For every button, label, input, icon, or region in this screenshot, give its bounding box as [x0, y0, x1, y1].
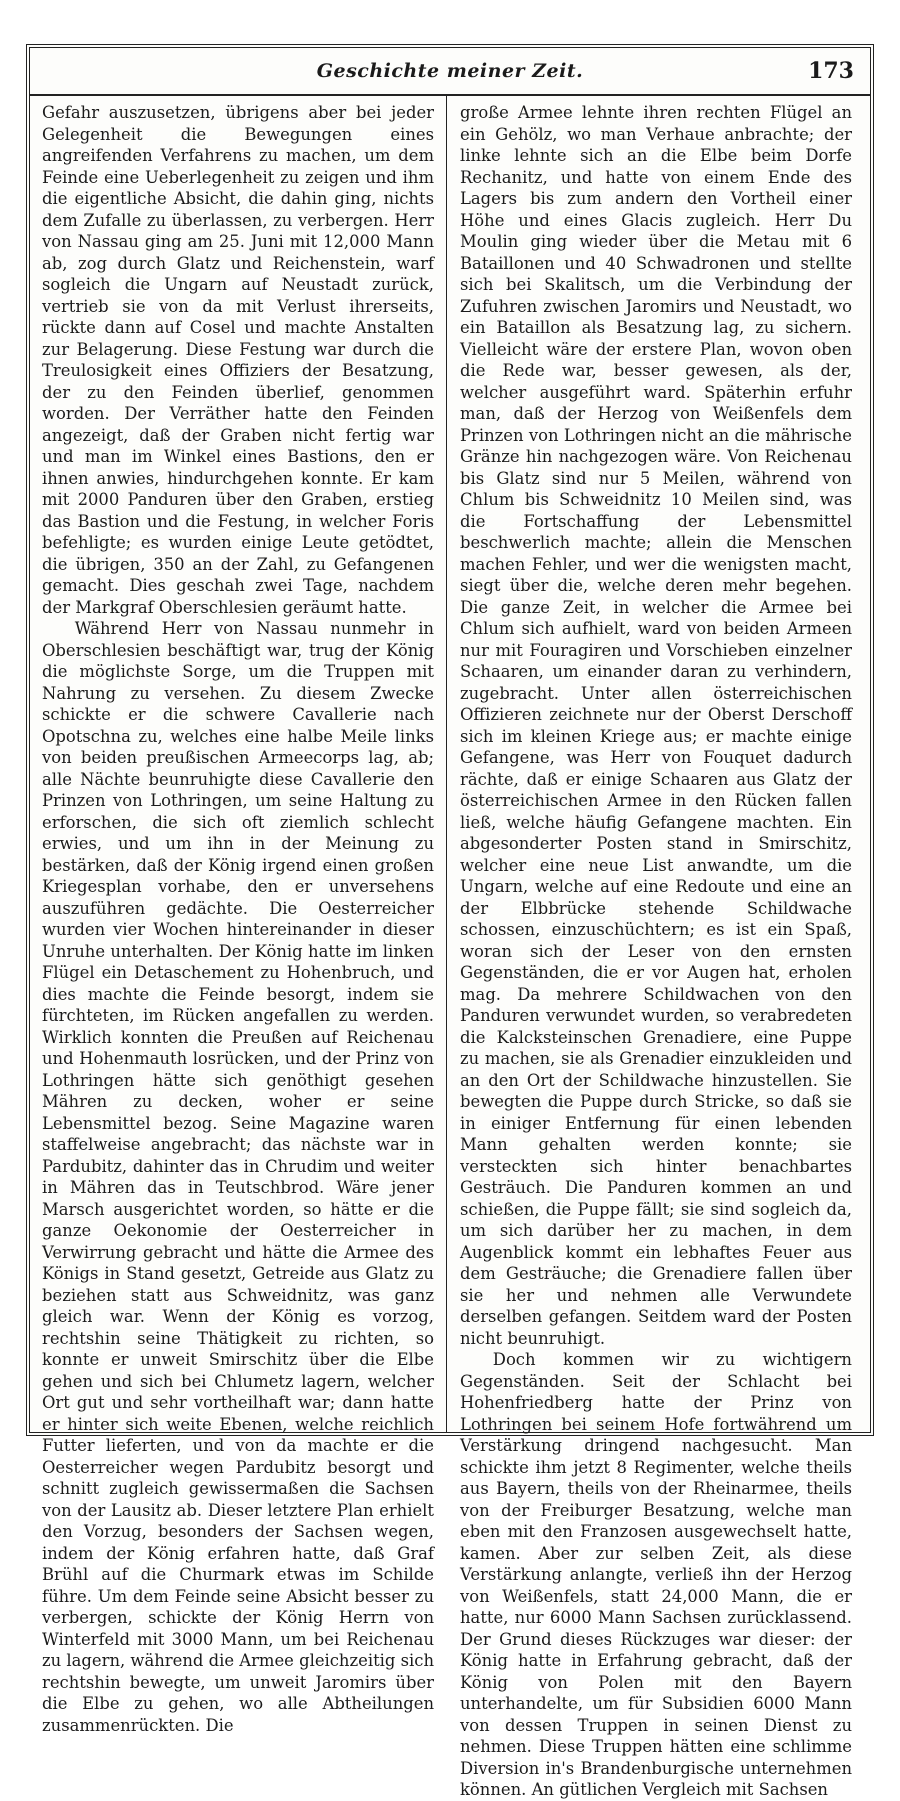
column-divider [446, 96, 447, 1432]
left-column [42, 102, 434, 1735]
paragraph: große Armee lehnte ihren rechten Flügel an ein Gehölz, wo man Verhaue anbrachte; der linke lehnte sich an die Elbe beim Dorfe Rechanitz, und hatte von einem Ende des Lagers bis zum andern den Vortheil einer Höhe und eines Glacis zugleich. Herr Du Moulin ging wieder über die Metau mit 6 Bataillonen und 40 Schwadronen und stellte sich bei Skalitsch, um die Verbindung der Zufuhren zwischen Jaromirs und Neustadt, wo ein Bataillon als Besatzung lag, zu sichern. Vielleicht wäre der erstere Plan, wovon oben die Rede war, besser gewesen, als der, welcher ausgeführt ward. Späterhin erfuhr man, daß der Herzog von Weißenfels dem Prinzen von Lothringen nicht an die mährische Gränze hin nachgezogen wäre. Von Reichenau bis Glatz sind nur 5 Meilen, während von Chlum bis Schweidnitz 10 Meilen sind, was die Fortschaffung der Lebensmittel beschwerlich machte; allein die Menschen machen Fehler, und wer die wenigsten macht, siegt über die, welche deren mehr begehen. Die ganze Zeit, in welcher die Armee bei Chlum sich aufhielt, ward von beiden Armeen nur mit Fouragiren und Vorschieben einzelner Schaaren, um einander daran zu verhindern, zugebracht. Unter allen österreichischen Offizieren zeichnete nur der Oberst Derschoff sich im kleinen Kriege aus; er machte einige Gefangene, was Herr von Fouquet dadurch rächte, daß er einige Schaaren aus Glatz der österreichischen Armee in den Rücken fallen ließ, welche häufig Gefangene machten. Ein abgesonderter Posten stand in Smirschitz, welcher eine neue List anwandte, um die Ungarn, welche auf eine Redoute und eine an der Elbbrücke stehende Schildwache schossen, einzuschüchtern; es ist ein Spaß, woran sich der Leser von den ernsten Gegenständen, die er vor Augen hat, erholen mag. Da mehrere Schildwachen von den Panduren verwundet wurden, so verabredeten die Kalcksteinschen Grenadiere, eine Puppe zu machen, sie als Grenadier einzukleiden und an den Ort der Schildwache hinzustellen. Sie bewegten die Puppe durch Stricke, so daß sie in einiger Entfernung für einen lebenden Mann gehalten werden konnte; sie versteckten sich hinter benachbartes Gesträuch. Die Panduren kommen an und schießen, die Puppe fällt; sie sind sogleich da, um sich darüber her zu machen, in dem Augenblick kommt ein lebhaftes Feuer aus dem Gesträuche; die Grenadiere fallen über sie her und nehmen alle Verwundete derselben gefangen. Seitdem ward der Posten nicht beunruhigt. [460, 103, 852, 1348]
right-column [460, 102, 852, 1799]
paragraph: Während Herr von Nassau nunmehr in Oberschlesien beschäftigt war, trug der König die möglichste Sorge, um die Truppen mit Nahrung zu versehen. Zu diesem Zwecke schickte er die schwere Cavallerie nach Opotschna zu, welches eine halbe Meile links von beiden preußischen Armeecorps lag, ab; alle Nächte beunruhigte diese Cavallerie den Prinzen von Lothringen, um seine Haltung zu erforschen, die sich oft ziemlich schlecht erwies, und um ihn in der Meinung zu bestärken, daß der König irgend einen großen Kriegesplan vorhabe, den er unversehens auszuführen gedächte. Die Oesterreicher wurden vier Wochen hintereinander in dieser Unruhe unterhalten. Der König hatte im linken Flügel ein Detaschement zu Hohenbruch, und dies machte die Feinde besorgt, indem sie fürchteten, im Rücken angefallen zu werden. Wirklich konnten die Preußen auf Reichenau und Hohenmauth losrücken, und der Prinz von Lothringen hätte sich genöthigt gesehen Mähren zu decken, woher er seine Lebensmittel bezog. Seine Magazine waren staffelweise angebracht; das nächste war in Pardubitz, dahinter das in Chrudim und weiter in Mähren das in Teutschbrod. Wäre jener Marsch ausgerichtet worden, so hätte er die ganze Oekonomie der Oesterreicher in Verwirrung gebracht und hätte die Armee des Königs in Stand gesetzt, Getreide aus Glatz zu beziehen statt aus Schweidnitz, was ganz gleich war. Wenn der König es vorzog, rechtshin seine Thätigkeit zu richten, so konnte er unweit Smirschitz über die Elbe gehen und sich bei Chlumetz lagern, welcher Ort gut und sehr vortheilhaft war; dann hatte er hinter sich weite Ebenen, welche reichlich Futter lieferten, und von da machte er die Oesterreicher wegen Pardubitz besorgt und schnitt zugleich gewissermaßen die Sachsen von der Lausitz ab. Dieser letztere Plan erhielt den Vorzug, besonders der Sachsen wegen, indem der König erfahren hatte, daß Graf Brühl auf die Churmark etwas im Schilde führe. Um dem Feinde seine Absicht besser zu verbergen, schickte der König Herrn von Winterfeld mit 3000 Mann, um bei Reichenau zu lagern, während die Armee gleichzeitig sich rechtshin bewegte, um unweit Jaromirs über die Elbe zu gehen, wo alle Abtheilungen zusammenrückten. Die [42, 619, 434, 1735]
text-columns [30, 96, 870, 1799]
book-page [26, 44, 874, 1799]
running-title: Geschichte meiner Zeit. [316, 60, 584, 82]
page-header [30, 48, 870, 96]
page-number: 173 [808, 58, 854, 84]
paragraph: Doch kommen wir zu wichtigern Gegenständen. Seit der Schlacht bei Hohenfriedberg hatte der Prinz von Lothringen bei seinem Hofe fortwährend um Verstärkung dringend nachgesucht. Man schickte ihm jetzt 8 Regimenter, welche theils aus Bayern, theils von der Rheinarmee, theils von der Freiburger Besatzung, welche man eben mit den Franzosen ausgewechselt hatte, kamen. Aber zur selben Zeit, als diese Verstärkung anlangte, verließ ihn der Herzog von Weißenfels, statt 24,000 Mann, die er hatte, nur 6000 Mann Sachsen zurücklassend. Der Grund dieses Rückzuges war dieser: der König hatte in Erfahrung gebracht, daß der König von Polen mit den Bayern unterhandelte, um für Subsidien 6000 Mann von dessen Truppen in seinen Dienst zu nehmen. Diese Truppen hätten eine schlimme Diversion in's Brandenburgische unternehmen können. An gütlichen Vergleich mit Sachsen [460, 1350, 852, 1799]
paragraph: Gefahr auszusetzen, übrigens aber bei jeder Gelegenheit die Bewegungen eines angreifenden Verfahrens zu machen, um dem Feinde eine Ueberlegenheit zu zeigen und ihm die eigentliche Absicht, die dahin ging, nichts dem Zufalle zu überlassen, zu verbergen. Herr von Nassau ging am 25. Juni mit 12,000 Mann ab, zog durch Glatz und Reichenstein, warf sogleich die Ungarn auf Neustadt zurück, vertrieb sie von da mit Verlust ihrerseits, rückte dann auf Cosel und machte Anstalten zur Belagerung. Diese Festung war durch die Treulosigkeit eines Offiziers der Besatzung, der zu den Feinden überlief, genommen worden. Der Verräther hatte den Feinden angezeigt, daß der Graben nicht fertig war und man im Winkel eines Bastions, den er ihnen anwies, hindurchgehen konnte. Er kam mit 2000 Panduren über den Graben, erstieg das Bastion und die Festung, in welcher Foris befehligte; es wurden einige Leute getödtet, die übrigen, 350 an der Zahl, zu Gefangenen gemacht. Dies geschah zwei Tage, nachdem der Markgraf Oberschlesien geräumt hatte. [42, 103, 434, 617]
